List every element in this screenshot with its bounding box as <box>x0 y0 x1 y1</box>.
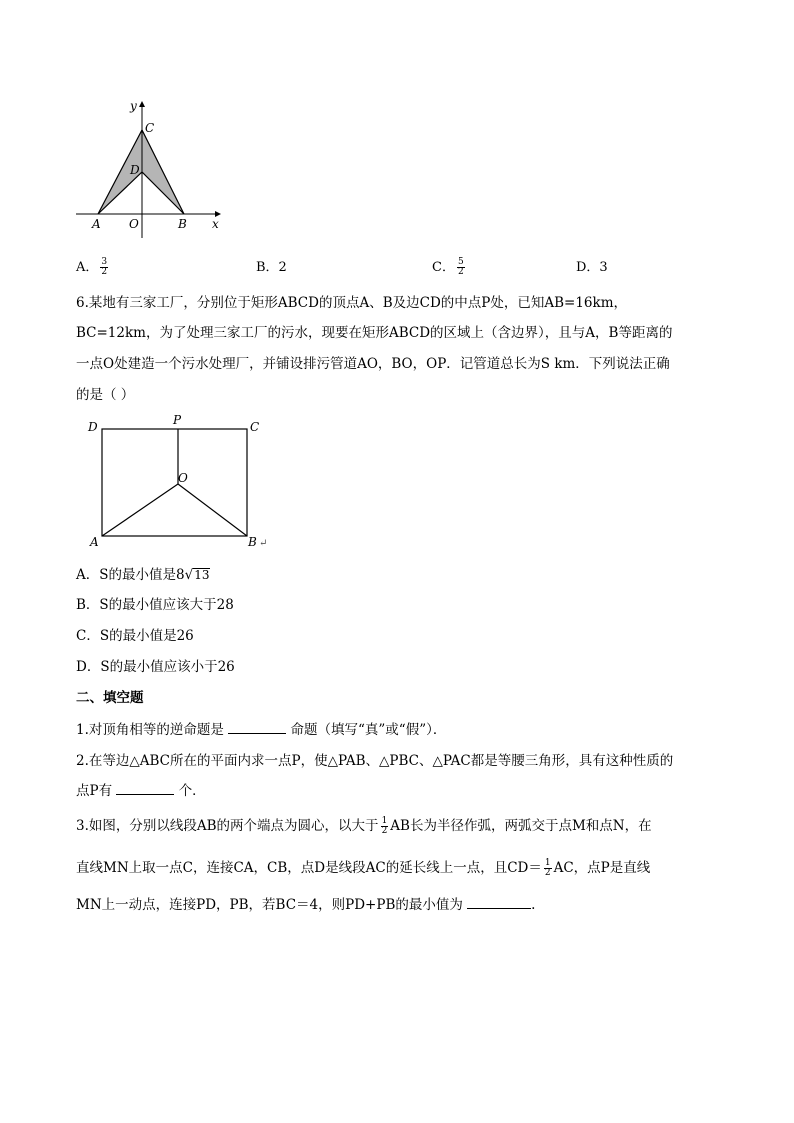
sqrt-symbol-icon: √ <box>184 567 194 583</box>
q5-option-a <box>76 256 110 277</box>
q6-line-1: 6.某地有三家工厂，分别位于矩形ABCD的顶点A、B及边CD的中点P处，已知AB=16km， <box>76 295 628 311</box>
q6-line-3: 一点O处建造一个污水处理厂，并铺设排污管道AO，BO，OP．记管道总长为S km．下列说法正确 <box>76 356 670 372</box>
q5-option-a-label: A． <box>76 260 99 275</box>
fill-3-text: 3.如图，分别以线段AB的两个端点为圆心，以大于 <box>76 818 379 834</box>
label-O: O <box>178 471 188 485</box>
label-C: C <box>250 420 260 434</box>
q5-option-c <box>432 256 467 277</box>
fill-3-text: 直线MN上取一点C，连接CA，CB，点D是线段AC的延长线上一点，且CD＝ <box>76 860 542 876</box>
fraction-one-half: $\frac{1}{2}$ <box>544 858 551 878</box>
label-A: A <box>92 217 101 231</box>
label-P: P <box>173 413 182 427</box>
q6-option-c: C．S的最小值是26 <box>76 628 194 644</box>
q6-line-2: BC=12km，为了处理三家工厂的污水，现要在矩形ABCD的区域上（含边界），且与A，B等距离的 <box>76 325 673 341</box>
fraction-five-halves: $\frac{5}{2}$ <box>457 257 464 277</box>
fill-3-line-3 <box>76 893 535 913</box>
label-B: B <box>178 217 187 231</box>
sqrt-radicand: 13 <box>194 568 210 582</box>
coordinate-figure <box>70 96 230 241</box>
fill-3-text-after: . <box>531 897 536 913</box>
fill-2-text-after: 个． <box>178 783 206 799</box>
pipe-bo <box>178 484 247 536</box>
q5-option-d: D．3 <box>576 260 608 275</box>
fill-3-text: MN上一动点，连接PD，PB，若BC＝4，则PD+PB的最小值为 <box>76 897 463 913</box>
q5-option-b: B．2 <box>256 260 287 275</box>
fill-1-text: 1.对顶角相等的逆命题是 <box>76 722 224 738</box>
fill-2-line-1: 2.在等边△ABC所在的平面内求一点P，使△PAB、△PBC、△PAC都是等腰三角形，具有这种性质的 <box>76 753 674 769</box>
fill-3-line-1 <box>76 814 652 836</box>
label-A: A <box>90 535 99 549</box>
return-mark-icon: ↵ <box>259 538 268 549</box>
label-O: O <box>129 217 139 231</box>
label-B: B <box>248 535 257 549</box>
fill-2-text: 点P有 <box>76 783 113 799</box>
label-D: D <box>88 420 98 434</box>
fill-question-1 <box>76 718 446 738</box>
answer-blank[interactable] <box>467 896 531 909</box>
q6-option-a <box>76 563 210 583</box>
fill-1-text-after: 命题（填写“真”或“假”）． <box>290 722 447 738</box>
section-title: 二、填空题 <box>76 690 144 706</box>
q6-line-4: 的是（ ） <box>76 387 135 403</box>
shaded-region <box>98 130 184 214</box>
q6-option-b: B．S的最小值应该大于28 <box>76 597 234 613</box>
fraction-three-halves: $\frac{3}{2}$ <box>101 257 108 277</box>
fill-3-line-2 <box>76 856 650 878</box>
answer-blank[interactable] <box>116 782 174 795</box>
q6-option-d: D．S的最小值应该小于26 <box>76 659 235 675</box>
label-x: x <box>212 217 219 231</box>
q5-option-c-label: C． <box>432 260 455 275</box>
fill-2-line-2 <box>76 779 206 799</box>
fill-3-text-after: AB长为半径作弧，两弧交于点M和点N，在 <box>390 818 652 834</box>
label-D: D <box>130 163 140 177</box>
fill-3-text-after: AC，点P是直线 <box>553 860 651 876</box>
label-C: C <box>145 121 155 135</box>
pipe-ao <box>102 484 178 536</box>
fraction-one-half: $\frac{1}{2}$ <box>381 816 388 836</box>
rectangle-figure <box>84 410 274 552</box>
q6-option-a-text: A．S的最小值是8 <box>76 567 185 583</box>
label-y: y <box>130 99 137 113</box>
answer-blank[interactable] <box>228 721 286 734</box>
